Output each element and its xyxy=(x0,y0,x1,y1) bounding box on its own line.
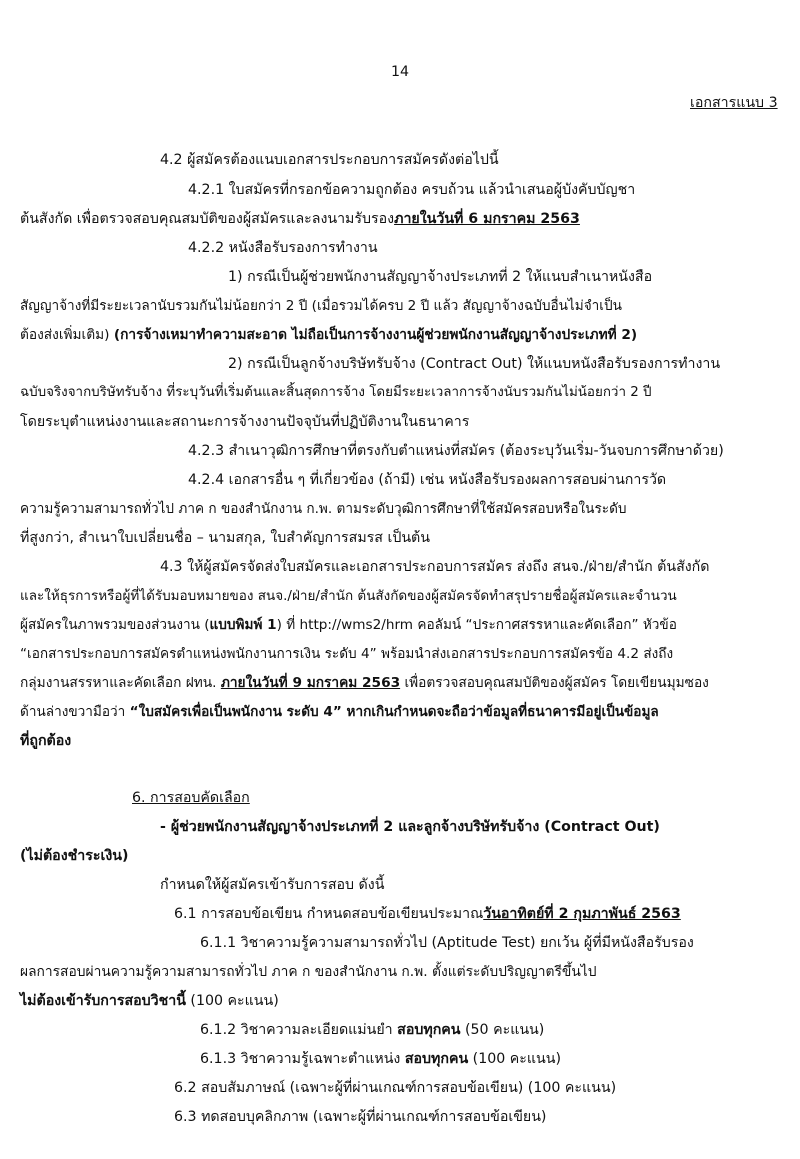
s43-form-label: แบบพิมพ์ 1 xyxy=(209,617,277,633)
s613-score: (100 คะแนน) xyxy=(468,1051,561,1067)
s43-line6-a: ด้านล่างขวามือว่า xyxy=(20,704,126,720)
s421-line2-text: ต้นสังกัด เพื่อตรวจสอบคุณสมบัติของผู้สมัครและลงนามรับรอง xyxy=(20,211,395,227)
s43-line3 xyxy=(20,615,677,635)
s6-sub-line1: - ผู้ช่วยพนักงานสัญญาจ้างประเภทที่ 2 และลูกจ้างบริษัทรับจ้าง (Contract Out) xyxy=(160,819,660,835)
s42-heading: 4.2 ผู้สมัครต้องแนบเอกสารประกอบการสมัครดังต่อไปนี้ xyxy=(160,152,499,168)
s611-line3 xyxy=(20,991,279,1011)
s422-1-line2: สัญญาจ้างที่มีระยะเวลานับรวมกันไม่น้อยกว่า 2 ปี (เมื่อรวมได้ครบ 2 ปี แล้ว สัญญาจ้างฉบับอื่นไม่จำเป็น xyxy=(20,298,622,314)
s422-1-line1: 1) กรณีเป็นผู้ช่วยพนักงานสัญญาจ้างประเภทที่ 2 ให้แนบสำเนาหนังสือ xyxy=(228,269,653,285)
s422-1-line3-text: ต้องส่งเพิ่มเติม) xyxy=(20,327,110,343)
s43-line5 xyxy=(20,673,709,693)
s611-line1: 6.1.1 วิชาความรู้ความสามารถทั่วไป (Aptitude Test) ยกเว้น ผู้ที่มีหนังสือรับรอง xyxy=(200,935,694,951)
s612-subject: 6.1.2 วิชาความละเอียดแม่นยำ xyxy=(200,1022,393,1038)
s421-line1: 4.2.1 ใบสมัครที่กรอกข้อความถูกต้อง ครบถ้วน แล้วนำเสนอผู้บังคับบัญชา xyxy=(188,182,636,198)
s612-everyone: สอบทุกคน xyxy=(397,1022,461,1038)
s424-line1: 4.2.4 เอกสารอื่น ๆ ที่เกี่ยวข้อง (ถ้ามี) เช่น หนังสือรับรองผลการสอบผ่านการวัด xyxy=(188,472,667,488)
s613 xyxy=(200,1049,561,1069)
s422-2-line2: ฉบับจริงจากบริษัทรับจ้าง ที่ระบุวันที่เริ่มต้นและสิ้นสุดการจ้าง โดยมีระยะเวลาการจ้างนับรวมกันไม่น้อยกว่า 2 ปี xyxy=(20,385,652,400)
s6-heading: 6. การสอบคัดเลือก xyxy=(132,790,250,806)
page-number: 14 xyxy=(391,64,410,80)
s43-line2: และให้ธุรการหรือผู้ที่ได้รับมอบหมายของ สนจ./ฝ่าย/สำนัก ต้นสังกัดของผู้สมัครจัดทำสรุปรายชื่อผู้สมัครและจำนวน xyxy=(20,588,677,604)
s613-everyone: สอบทุกคน xyxy=(404,1051,469,1067)
attachment-label: เอกสารแนบ 3 xyxy=(690,95,778,111)
s611-exempt-note: ไม่ต้องเข้ารับการสอบวิชานี้ xyxy=(20,993,186,1009)
s422-1-line3 xyxy=(20,325,637,345)
s43-line4: “เอกสารประกอบการสมัครตำแหน่งพนักงานการเงิน ระดับ 4” พร้อมนำส่งเอกสารประกอบการสมัครข้อ 4.2 ส่งถึง xyxy=(20,646,674,662)
s43-line3-a: ผู้สมัครในภาพรวมของส่วนงาน ( xyxy=(20,617,210,633)
s43-line5-a: กลุ่มงานสรรหาและคัดเลือก ฝทน. xyxy=(20,675,217,691)
s422-2-line1: 2) กรณีเป็นลูกจ้างบริษัทรับจ้าง (Contract Out) ให้แนบหนังสือรับรองการทำงาน xyxy=(228,356,721,372)
s61-text: 6.1 การสอบข้อเขียน กำหนดสอบข้อเขียนประมาณ xyxy=(174,906,484,922)
s611-line2: ผลการสอบผ่านความรู้ความสามารถทั่วไป ภาค ก ของสำนักงาน ก.พ. ตั้งแต่ระดับปริญญาตรีขึ้นไป xyxy=(20,964,597,980)
s61-date: วันอาทิตย์ที่ 2 กุมภาพันธ์ 2563 xyxy=(483,906,681,922)
s6-sub-line2: (ไม่ต้องชำระเงิน) xyxy=(20,848,129,864)
s424-line3: ที่สูงกว่า, สำเนาใบเปลี่ยนชื่อ – นามสกุล, ใบสำคัญการสมรส เป็นต้น xyxy=(20,530,430,546)
s43-line7: ที่ถูกต้อง xyxy=(20,733,72,749)
s612-score: (50 คะแนน) xyxy=(460,1022,545,1038)
s424-line2: ความรู้ความสามารถทั่วไป ภาค ก ของสำนักงาน ก.พ. ตามระดับวุฒิการศึกษาที่ใช้สมัครสอบหรือในระดับ xyxy=(20,501,627,517)
s423: 4.2.3 สำเนาวุฒิการศึกษาที่ตรงกับตำแหน่งที่สมัคร (ต้องระบุวันเริ่ม-วันจบการศึกษาด้วย) xyxy=(188,443,724,459)
s43-line3-b: ) ที่ http://wms2/hrm คอลัมน์ “ประกาศสรรหาและคัดเลือก” หัวข้อ xyxy=(276,617,677,633)
s612 xyxy=(200,1020,544,1040)
s43-line6 xyxy=(20,702,659,722)
s43-line5-b: เพื่อตรวจสอบคุณสมบัติของผู้สมัคร โดยเขียนมุมซอง xyxy=(404,675,709,691)
s422-1-note: (การจ้างเหมาทำความสะอาด ไม่ถือเป็นการจ้างงานผู้ช่วยพนักงานสัญญาจ้างประเภทที่ 2) xyxy=(113,327,638,343)
s43-line1: 4.3 ให้ผู้สมัครจัดส่งใบสมัครและเอกสารประกอบการสมัคร ส่งถึง สนจ./ฝ่าย/สำนัก ต้นสังกัด xyxy=(160,559,710,575)
s422-2-line3: โดยระบุตำแหน่งงานและสถานะการจ้างงานปัจจุบันที่ปฏิบัติงานในธนาคาร xyxy=(20,414,470,430)
s613-subject: 6.1.3 วิชาความรู้เฉพาะตำแหน่ง xyxy=(200,1051,401,1067)
s61 xyxy=(174,904,681,924)
s611-score: (100 คะแนน) xyxy=(185,993,279,1009)
s43-deadline: ภายในวันที่ 9 มกราคม 2563 xyxy=(220,675,401,691)
s6-intro: กำหนดให้ผู้สมัครเข้ารับการสอบ ดังนี้ xyxy=(160,877,385,893)
s43-envelope-note: “ใบสมัครเพื่อเป็นพนักงาน ระดับ 4” หากเกินกำหนดจะถือว่าข้อมูลที่ธนาคารมีอยู่เป็นข้อมูล xyxy=(129,704,659,720)
s421-line2 xyxy=(20,209,580,229)
s62: 6.2 สอบสัมภาษณ์ (เฉพาะผู้ที่ผ่านเกณฑ์การสอบข้อเขียน) (100 คะแนน) xyxy=(174,1080,617,1096)
s63: 6.3 ทดสอบบุคลิกภาพ (เฉพาะผู้ที่ผ่านเกณฑ์การสอบข้อเขียน) xyxy=(174,1109,547,1125)
s421-deadline: ภายในวันที่ 6 มกราคม 2563 xyxy=(394,211,580,227)
s422-heading: 4.2.2 หนังสือรับรองการทำงาน xyxy=(188,240,378,256)
